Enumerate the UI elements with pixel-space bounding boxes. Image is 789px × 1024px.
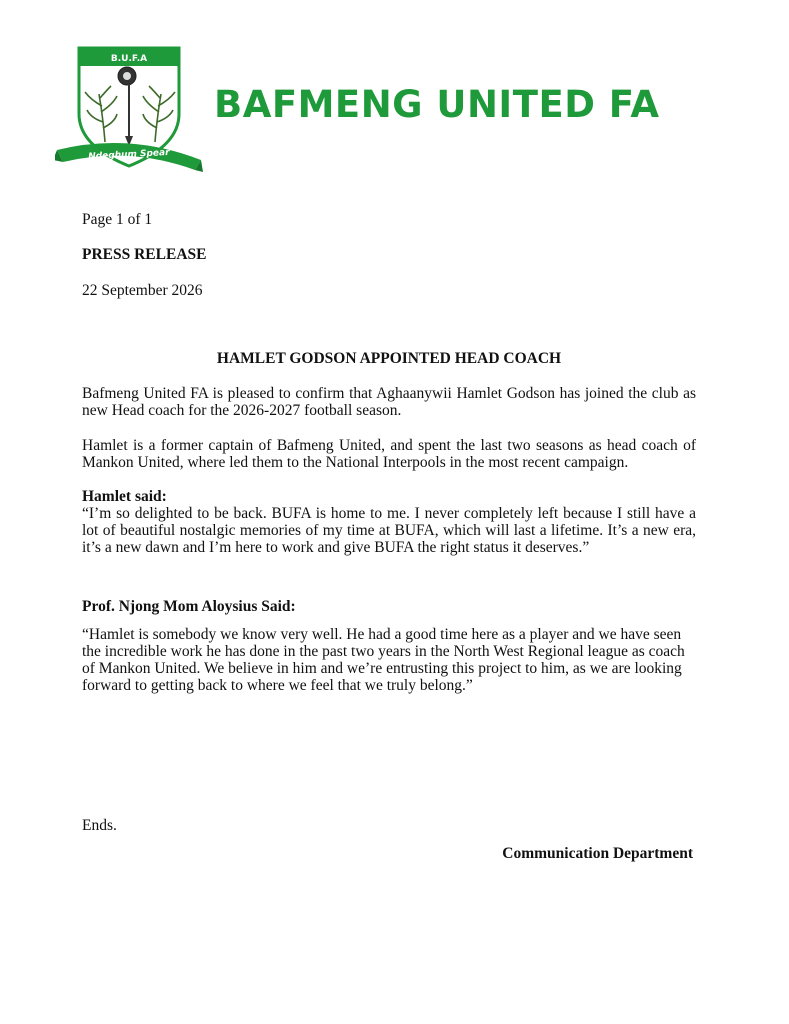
quote2-text: “Hamlet is somebody we know very well. He had a good time here as a player and we have seen the incredible work he has done in the past two years in the North West Regional league as coach of Mankon United. We believe in him and we’re entrusting this project to him, as we are looking forward to getting back to where we feel that we truly belong.” (82, 626, 685, 694)
crest-motto: Ndeghum Spear (87, 147, 170, 163)
crest-icon (55, 42, 203, 174)
quote2-speaker: Prof. Njong Mom Aloysius Said: (82, 598, 296, 615)
release-date: 22 September 2026 (82, 282, 203, 299)
quote1-speaker: Hamlet said: (82, 488, 167, 505)
document-type: PRESS RELEASE (82, 246, 207, 263)
crest-acronym: B.U.F.A (110, 54, 148, 64)
paragraph-background: Hamlet is a former captain of Bafmeng United, and spent the last two seasons as head coach of Mankon United, where led them to the National Interpools in the most recent campaign. (82, 437, 696, 471)
club-name-heading: BAFMENG UNITED FA (214, 83, 660, 126)
quote1-text: “I’m so delighted to be back. BUFA is home to me. I never completely left because I still have a lot of beautiful nostalgic memories of my time at BUFA, which will last a lifetime. It’s a new era, it’s a new dawn and I’m here to work and give BUFA the right status it deserves.” (82, 505, 696, 556)
club-crest-logo (55, 42, 203, 174)
ends-marker: Ends. (82, 817, 117, 834)
headline: HAMLET GODSON APPOINTED HEAD COACH (216, 350, 562, 367)
page-number: Page 1 of 1 (82, 211, 153, 228)
paragraph-intro: Bafmeng United FA is pleased to confirm that Aghaanywii Hamlet Godson has joined the club as new Head coach for the 2026-2027 football season. (82, 385, 696, 419)
signoff-department: Communication Department (502, 845, 693, 862)
